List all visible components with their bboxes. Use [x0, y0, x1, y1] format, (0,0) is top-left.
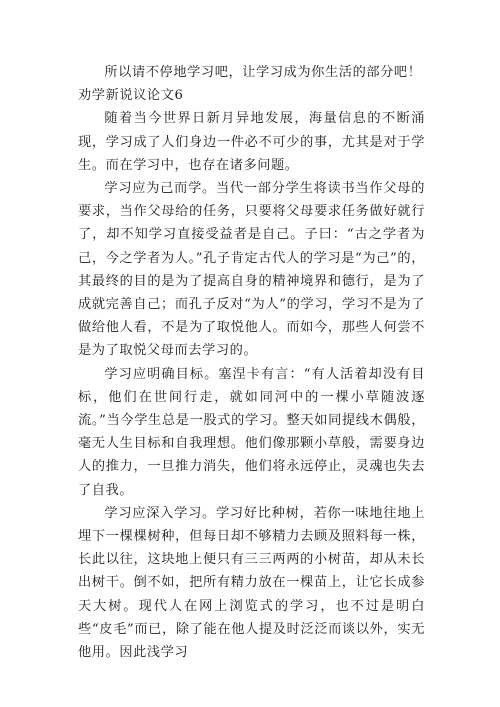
- paragraph-intro: 随着当今世界日新月异地发展，海量信息的不断涌现，学习成了人们身边一件必不可少的事，尤其是对于学生。而在学习中，也存在诸多问题。: [78, 111, 425, 173]
- paragraph-learn-for-self: 学习应为己而学。当代一部分学生将读书当作父母的要求，当作父母给的任务，只要将父母要求任务做好就行了，却不知学习直接受益者是自己。子曰：“古之学者为己，今之学者为人。”孔子肯定古代人的学习是“为己”的，其最终的目的是为了提高自身的精神境界和德行，是为了成就完善自己；而孔子反对“为人”的学习，学习不是为了做给他人看，不是为了取悦他人。而如今，那些人何尝不是为了取悦父母而去学习的。: [78, 181, 425, 359]
- document-body: [78, 61, 425, 664]
- paragraph-clear-goals: 学习应明确目标。塞涅卡有言：“有人活着却没有目标，他们在世间行走，就如同河中的一棵小草随波逐流。”当今学生总是一股式的学习。整天如同提线木偶般，毫无人生目标和自我理想。他们像那颗小草般，需要身边人的推力，一旦推力消失，他们将永远停止，灵魂也失去了自我。: [78, 366, 425, 498]
- essay-title: 劝学新说议论文6: [78, 88, 184, 104]
- paragraph-closing: 所以请不停地学习吧，让学习成为你生活的部分吧！: [104, 65, 422, 80]
- paragraph-deep-learning: 学习应深入学习。学习好比种树，若你一味地往地上埋下一棵棵树种，但每日却不够精力去顾及照料每一株，长此以往，这块地上便只有三三两两的小树苗，却从未长出树干。倒不如，把所有精力放在一棵苗上，让它长成参天大树。现代人在网上浏览式的学习，也不过是明白些“皮毛”而已，除了能在他人提及时泛泛而谈以外，实无他用。因此浅学习: [78, 505, 425, 661]
